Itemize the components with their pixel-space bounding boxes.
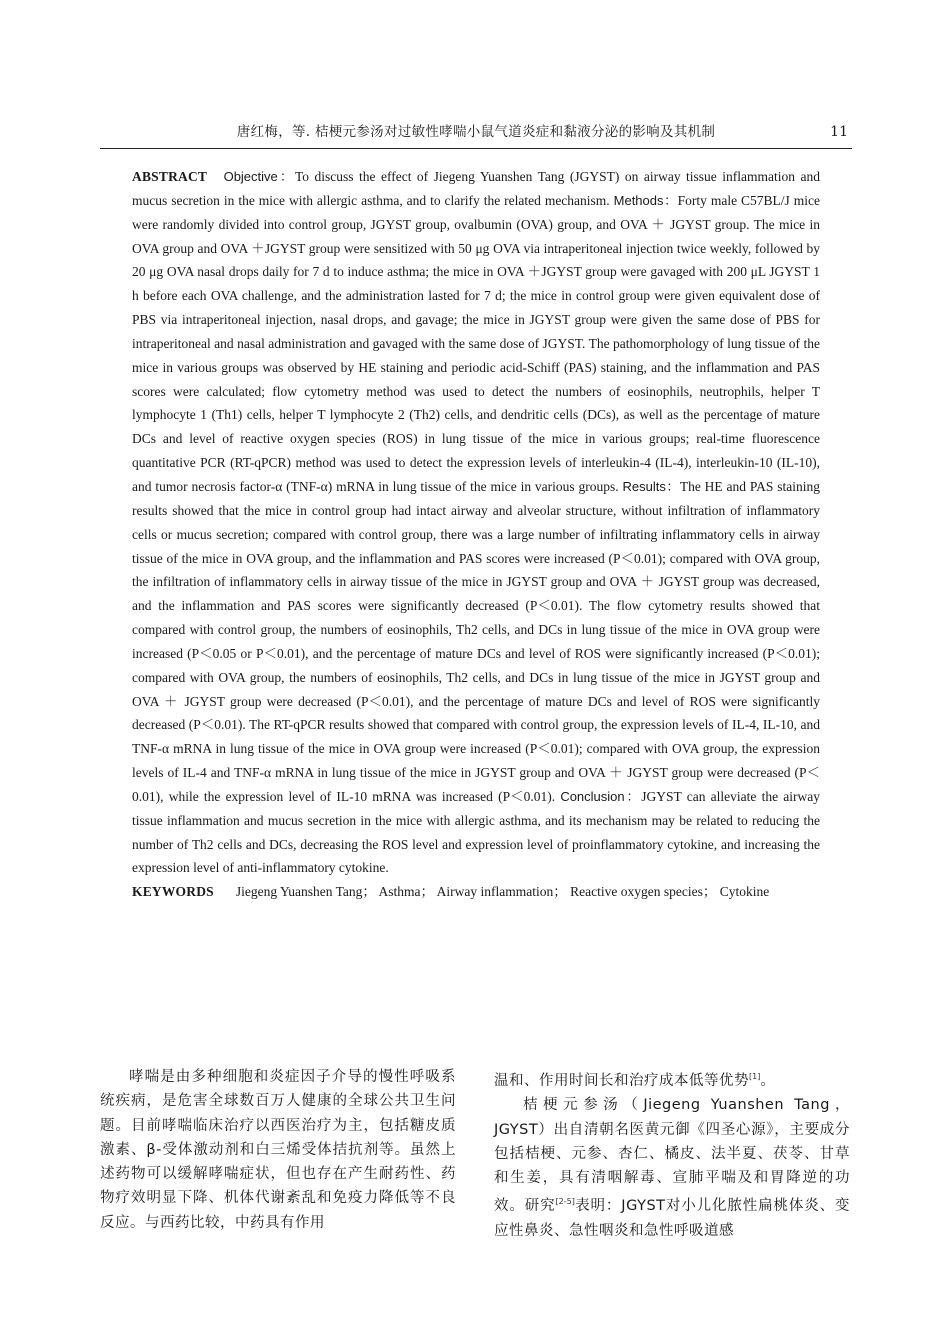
running-header-title: 唐红梅，等. 桔梗元参汤对过敏性哮喘小鼠气道炎症和黏液分泌的影响及其机制	[236, 124, 716, 140]
objective-label: Objective：	[223, 169, 295, 184]
objective-text: To discuss the effect of Jiegeng Yuanshen Tang (JGYST) on airway tissue inflammation and mucus secretion in the mice with allergic asthma, and to clarify the related mechanism.	[132, 169, 820, 208]
running-header	[100, 122, 852, 149]
citation-ref-2-5: [2-5]	[555, 1197, 575, 1207]
keywords-label: KEYWORDS	[132, 884, 214, 900]
body-column-right	[494, 1065, 850, 1243]
body-column-left	[100, 1065, 456, 1235]
results-label: Results：	[622, 478, 680, 494]
results-text: The HE and PAS staining results showed that the mice in control group had intact airway and alveolar structure, without infiltration of inflammatory cells or mucus secretion; compared with control group, there was a large number of infiltrating inflammatory cells in airway tissue of the mice in OVA group, and the inflammation and PAS scores were increased (P＜0.01); compared with OVA group, the infiltration of inflammatory cells in airway tissue of the mice in JGYST group and OVA ＋ JGYST group was decreased, and the inflammation and PAS scores were significantly decreased (P＜0.01). The flow cytometry results showed that compared with control group, the numbers of eosinophils, Th2 cells, and DCs in lung tissue of the mice in OVA group were increased (P＜0.05 or P＜0.01), and the percentage of mature DCs and level of ROS were significantly increased (P＜0.01); compared with OVA group, the numbers of eosinophils, Th2 cells, and DCs in lung tissue of the mice in JGYST group and OVA ＋ JGYST group were decreased (P＜0.01), and the percentage of mature DCs and level of ROS were significantly decreased (P＜0.01). The RT-qPCR results showed that compared with control group, the expression levels of IL-4, IL-10, and TNF-α mRNA in lung tissue of the mice in OVA group were increased (P＜0.01); compared with OVA group, the expression levels of IL-4 and TNF-α mRNA in lung tissue of the mice in JGYST group and OVA ＋ JGYST group were decreased (P＜0.01), while the expression level of IL-10 mRNA was increased (P＜0.01).	[132, 478, 821, 804]
intro-paragraph-1-period: 。	[760, 1073, 776, 1089]
citation-ref-1: [1]	[749, 1072, 761, 1081]
conclusion-text: JGYST can alleviate the airway tissue inflammation and mucus secretion in the mice with allergic asthma, and its mechanism may be related to reducing the number of Th2 cells and DCs, decreasing the ROS level and expression level of proinflammatory cytokine, and increasing the expression level of anti-inflammatory cytokine.	[132, 788, 820, 876]
english-abstract	[132, 165, 820, 904]
keywords-line	[132, 880, 820, 904]
intro-paragraph-2	[494, 1093, 850, 1243]
keywords-text: Jiegeng Yuanshen Tang； Asthma； Airway inflammation； Reactive oxygen species； Cytokine	[235, 884, 770, 900]
intro-paragraph-2-start: 桔梗元参汤（Jiegeng Yuanshen Tang，JGYST）出自清朝名医黄元御《四圣心源》，主要成分包括桔梗、元参、杏仁、橘皮、法半夏、茯苓、甘草和生姜，具有清咽解毒、宣肺平喘及和胃降逆的功效。研究	[494, 1097, 850, 1215]
methods-label: Methods：	[613, 192, 678, 208]
intro-paragraph-2-rest: 表明：JGYST对小儿化脓性扁桃体炎、变应性鼻炎、急性咽炎和急性呼吸道感	[494, 1198, 850, 1239]
intro-paragraph-1-end: 温和、作用时间长和治疗成本低等优势	[494, 1073, 749, 1089]
methods-text: Forty male C57BL/J mice were randomly divided into control group, JGYST group, ovalbumin (OVA) group, and OVA ＋ JGYST group. The mice in OVA group and OVA ＋JGYST group were sensitized with 50 μg OVA via intraperitoneal injection twice weekly, followed by 20 μg OVA nasal drops daily for 7 d to induce asthma; the mice in OVA ＋JGYST group were gavaged with 200 μL JGYST 1 h before each OVA challenge, and the administration lasted for 7 d; the mice in control group were given equivalent dose of PBS via intraperitoneal injection, nasal drops, and gavage; the mice in JGYST group were given the same dose of PBS for intraperitoneal and nasal administration and gavaged with the same dose of JGYST. The pathomorphology of lung tissue of the mice in various groups was observed by HE staining and periodic acid-Schiff (PAS) staining, and the inflammation and PAS scores were calculated; flow cytometry method was used to detect the numbers of eosinophils, neutrophils, helper T lymphocyte 1 (Th1) cells, helper T lymphocyte 2 (Th2) cells, and dendritic cells (DCs), as well as the percentage of mature DCs and level of reactive oxygen species (ROS) in lung tissue of the mice in various groups; real-time fluorescence quantitative PCR (RT-qPCR) method was used to detect the expression levels of interleukin-4 (IL-4), interleukin-10 (IL-10), and tumor necrosis factor-α (TNF-α) mRNA in lung tissue of the mice in various groups.	[132, 192, 820, 494]
abstract-label: ABSTRACT	[132, 169, 208, 184]
abstract-body	[132, 165, 820, 880]
intro-paragraph-1-continued	[494, 1065, 850, 1093]
page-number: 11	[830, 124, 848, 140]
intro-paragraph-1: 哮喘是由多种细胞和炎症因子介导的慢性呼吸系统疾病，是危害全球数百万人健康的全球公共卫生问题。目前哮喘临床治疗以西医治疗为主，包括糖皮质激素、β-受体激动剂和白三烯受体拮抗剂等。虽然上述药物可以缓解哮喘症状，但也存在产生耐药性、药物疗效明显下降、机体代谢紊乱和免疫力降低等不良反应。与西药比较，中药具有作用	[100, 1069, 456, 1231]
conclusion-label: Conclusion：	[560, 788, 642, 804]
